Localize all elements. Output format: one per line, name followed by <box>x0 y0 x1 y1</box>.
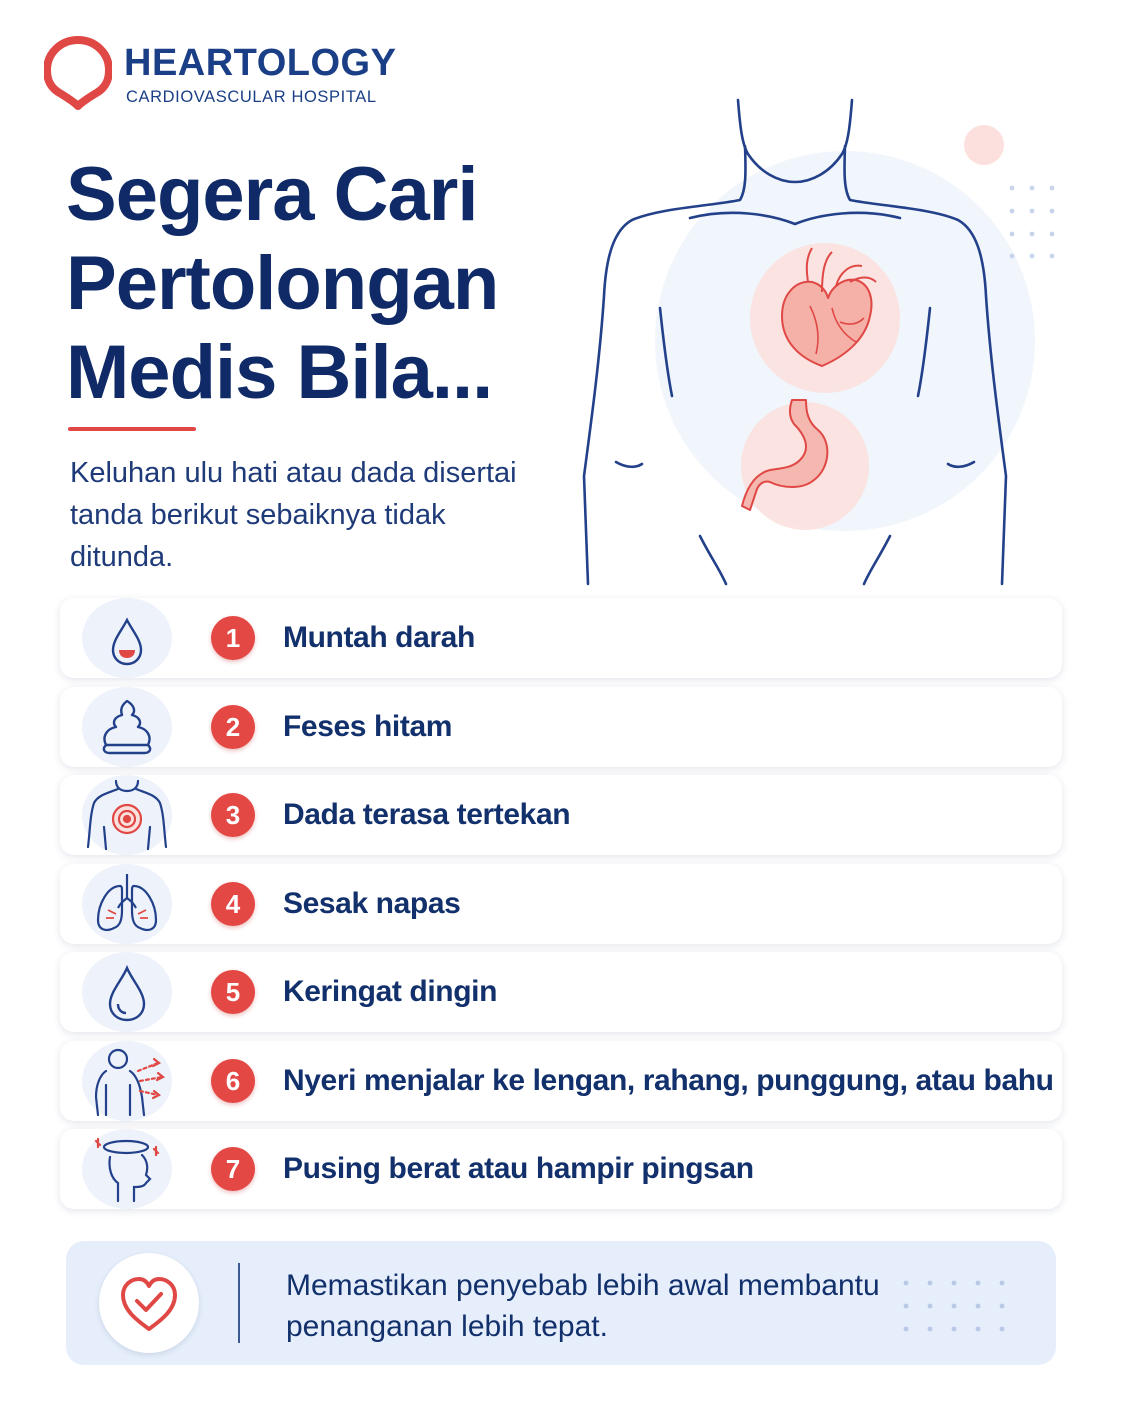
logo-mark-icon <box>44 36 112 112</box>
hospital-logo[interactable] <box>44 36 404 116</box>
sweat-drop-icon <box>82 952 172 1032</box>
torso-illustration <box>560 96 1080 596</box>
page-title <box>66 150 586 417</box>
sign-label: Dada terasa tertekan <box>283 798 571 831</box>
list-item <box>60 687 1062 767</box>
lungs-icon <box>82 864 172 944</box>
sign-label: Sesak napas <box>283 886 461 920</box>
list-item <box>60 1129 1062 1209</box>
step-number-badge: 3 <box>211 793 255 837</box>
stool-icon <box>82 687 172 767</box>
heart-check-icon <box>99 1253 199 1353</box>
dizzy-head-icon <box>82 1129 172 1209</box>
footer-note-card <box>66 1241 1056 1365</box>
footer-divider <box>238 1263 240 1343</box>
title-underline <box>68 427 196 431</box>
radiating-pain-icon <box>82 1041 172 1121</box>
decor-dots <box>1010 186 1055 259</box>
sign-label: Keringat dingin <box>283 975 497 1008</box>
title-line-1: Segera Cari <box>66 152 478 237</box>
footer-text: Memastikan penyebab lebih awal membantu penanganan lebih tepat. <box>286 1269 880 1343</box>
list-item <box>60 775 1062 855</box>
step-number-badge: 4 <box>211 882 255 926</box>
step-number-badge: 5 <box>211 970 255 1014</box>
step-number-badge: 7 <box>211 1147 255 1191</box>
sign-label: Nyeri menjalar ke lengan, rahang, punggung, atau bahu <box>283 1063 1054 1097</box>
sign-label: Pusing berat atau hampir pingsan <box>283 1152 754 1185</box>
intro-text: Keluhan ulu hati atau dada disertai tanda berikut sebaiknya tidak ditunda. <box>70 457 517 573</box>
brand-name: HEARTOLOGY <box>124 42 397 84</box>
list-item <box>60 598 1062 678</box>
warning-signs-list <box>60 598 1062 1218</box>
chest-pressure-icon <box>82 775 172 855</box>
brand-subtitle: CARDIOVASCULAR HOSPITAL <box>126 88 377 106</box>
list-item <box>60 864 1062 944</box>
title-line-2: Pertolongan <box>66 241 499 326</box>
title-line-3: Medis Bila... <box>66 330 493 415</box>
blood-drop-icon <box>82 598 172 678</box>
decor-dots <box>902 1279 1012 1333</box>
step-number-badge: 6 <box>211 1059 255 1103</box>
sign-label: Muntah darah <box>283 621 475 654</box>
list-item <box>60 952 1062 1032</box>
step-number-badge: 1 <box>211 616 255 660</box>
sign-label: Feses hitam <box>283 709 453 743</box>
decor-pink-circle <box>964 125 1004 165</box>
list-item <box>60 1041 1062 1121</box>
step-number-badge: 2 <box>211 705 255 749</box>
